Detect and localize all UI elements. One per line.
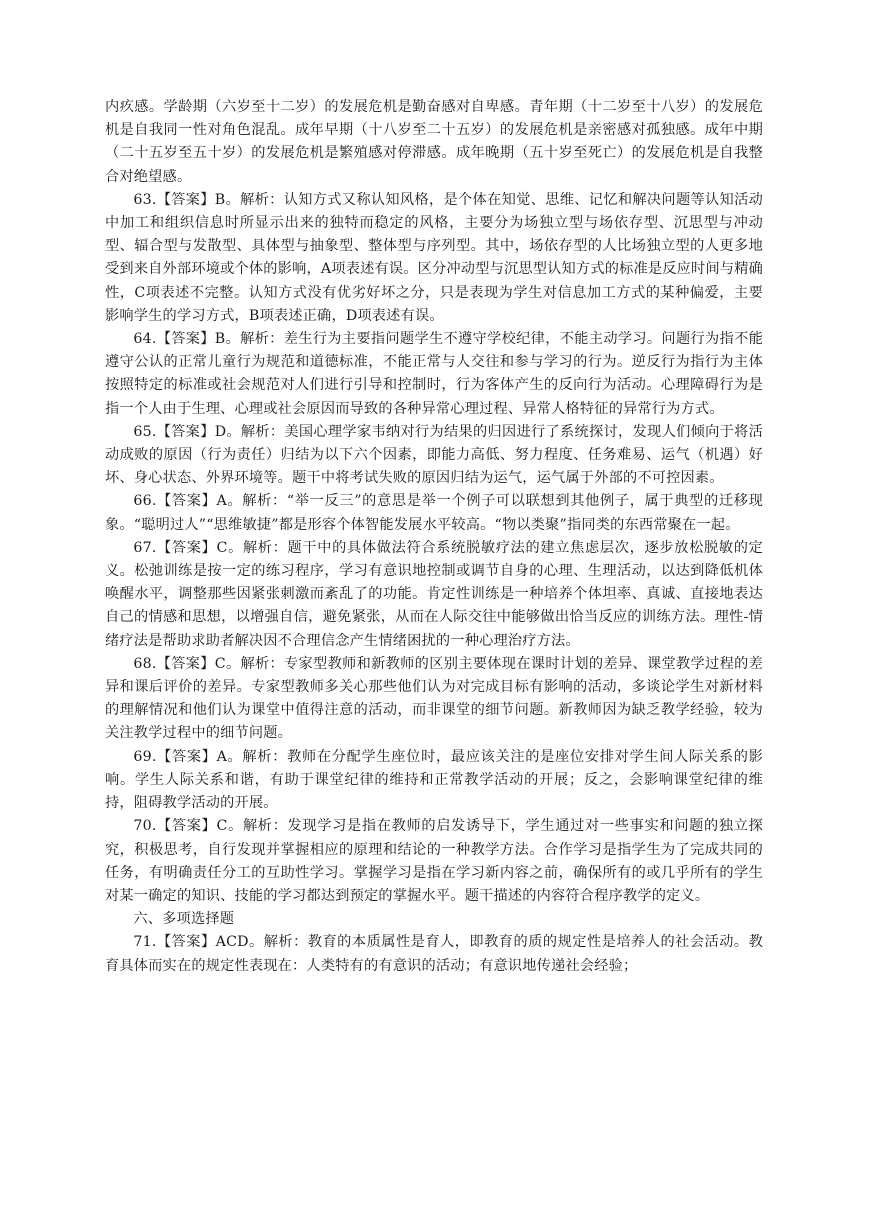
paragraph-intro: 内疚感。学龄期（六岁至十二岁）的发展危机是勤奋感对自卑感。青年期（十二岁至十八岁）的发展危机是自我同一性对角色混乱。成年早期（十八岁至二十五岁）的发展危机是亲密感对孤独感。成年中期（二十五岁至五十岁）的发展危机是繁殖感对停滞感。成年晚期（五十岁至死亡）的发展危机是自我整合对绝望感。 (105, 99, 763, 185)
section-heading: 六、多项选择题 (133, 911, 235, 928)
paragraph-answer-69: 69.【答案】A。解析：教师在分配学生座位时，最应该关注的是座位安排对学生间人际关系的影响。学生人际关系和谐，有助于课堂纪律的维持和正常教学活动的开展；反之，会影响课堂纪律的维持，阻碍教学活动的开展。 (105, 748, 763, 812)
paragraph-answer-67: 67.【答案】C。解析：题干中的具体做法符合系统脱敏疗法的建立焦虑层次，逐步放松脱敏的定义。松弛训练是按一定的练习程序，学习有意识地控制或调节自身的心理、生理活动，以达到降低机体唤醒水平，调整那些因紧张刺激而紊乱了的功能。肯定性训练是一种培养个体坦率、真诚、直接地表达自己的情感和思想，以增强自信，避免紧张，从而在人际交往中能够做出恰当反应的训练方法。理性-情绪疗法是帮助求助者解决因不合理信念产生情绪困扰的一种心理治疗方法。 (105, 539, 763, 649)
paragraph-answer-65: 65.【答案】D。解析：美国心理学家韦纳对行为结果的归因进行了系统探讨，发现人们倾向于将活动成败的原因（行为责任）归结为以下六个因素，即能力高低、努力程度、任务难易、运气（机遇）好坏、身心状态、外界环境等。题干中将考试失败的原因归结为运气，运气属于外部的不可控因素。 (105, 423, 763, 487)
paragraph-answer-64: 64.【答案】B。解析：差生行为主要指问题学生不遵守学校纪律，不能主动学习。问题行为指不能遵守公认的正常儿童行为规范和道德标准，不能正常与人交往和参与学习的行为。逆反行为指行为主体按照特定的标准或社会规范对人们进行引导和控制时，行为客体产生的反向行为活动。心理障碍行为是指一个人由于生理、心理或社会原因而导致的各种异常心理过程、异常人格特征的异常行为方式。 (105, 331, 763, 417)
paragraph-answer-68: 68.【答案】C。解析：专家型教师和新教师的区别主要体现在课时计划的差异、课堂教学过程的差异和课后评价的差异。专家型教师多关心那些他们认为对完成目标有影响的活动，多谈论学生对新材料的理解情况和他们认为课堂中值得注意的活动，而非课堂的细节问题。新教师因为缺乏教学经验，较为关注教学过程中的细节问题。 (105, 655, 763, 742)
paragraph-answer-63: 63.【答案】B。解析：认知方式又称认知风格，是个体在知觉、思维、记忆和解决问题等认知活动中加工和组织信息时所显示出来的独特而稳定的风格，主要分为场独立型与场依存型、沉思型与冲动型、辐合型与发散型、具体型与抽象型、整体型与序列型。其中，场依存型的人比场独立型的人更多地受到来自外部环境或个体的影响，A项表述有误。区分冲动型与沉思型认知方式的标准是反应时间与精确性，C项表述不完整。认知方式没有优劣好坏之分，只是表现为学生对信息加工方式的某种偏爱，主要影响学生的学习方式，B项表述正确，D项表述有误。 (105, 191, 763, 324)
paragraph-answer-66: 66.【答案】A。解析：“举一反三”的意思是举一个例子可以联想到其他例子，属于典型的迁移现象。“聪明过人”“思维敏捷”都是形容个体智能发展水平较高。“物以类聚”指同类的东西常聚在一起。 (105, 493, 763, 533)
paragraph-answer-71: 71.【答案】ACD。解析：教育的本质属性是育人，即教育的质的规定性是培养人的社会活动。教育具体而实在的规定性表现在：人类特有的有意识的活动；有意识地传递社会经验； (105, 934, 763, 974)
paragraph-answer-70: 70.【答案】C。解析：发现学习是指在教师的启发诱导下，学生通过对一些事实和问题的独立探究，积极思考，自行发现并掌握相应的原理和结论的一种教学方法。合作学习是指学生为了完成共同的任务，有明确责任分工的互助性学习。掌握学习是指在学习新内容之前，确保所有的或几乎所有的学生对某一确定的知识、技能的学习都达到预定的掌握水平。题干描述的内容符合程序教学的定义。 (105, 818, 763, 904)
document-page (105, 96, 763, 978)
